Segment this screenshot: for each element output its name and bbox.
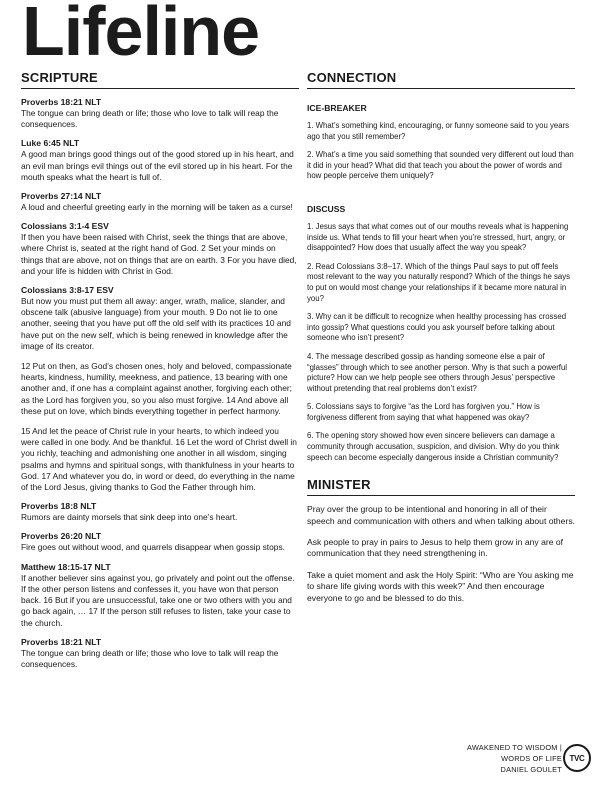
minister-heading: MINISTER — [307, 477, 575, 496]
scripture-passage: If another believer sins against you, go privately and point out the offense. If the other person listens and confesses it, you have won that person back. 16 But if you are unsuccessful, take one or two others with you and go back again, … 17 If the person still refuses to listen, take your case to the church. — [21, 572, 295, 628]
scripture-item — [21, 501, 299, 523]
scripture-item — [21, 562, 299, 629]
scripture-item — [21, 191, 299, 213]
scripture-passage: Fire goes out without wood, and quarrels disappear when gossip stops. — [21, 542, 285, 553]
scripture-item — [21, 531, 299, 553]
minister-paragraph: Pray over the group to be intentional and honoring in all of their speech and communication with others and when talking about others. — [307, 504, 576, 526]
minister-paragraph: Ask people to pray in pairs to Jesus to help them grow in any are of communication that they need strengthening in. — [307, 537, 564, 559]
scripture-reference: Proverbs 18:21 NLT — [21, 636, 102, 647]
connection-column — [307, 70, 575, 614]
discussion-question: 4. The message described gossip as handing someone else a pair of “glasses” through which to see another person. Why is that such a powerful picture? How can we help people see others through Jesus’ perspective without pretending that real problems don’t exist? — [307, 351, 568, 393]
icebreaker-question: 1. What’s something kind, encouraging, or funny someone said to you years ago that you still remember? — [307, 121, 570, 141]
scripture-passage: A loud and cheerful greeting early in the morning will be taken as a curse! — [21, 202, 293, 213]
scripture-reference: Luke 6:45 NLT — [21, 138, 80, 149]
scripture-reference: Matthew 18:15-17 NLT — [21, 561, 111, 572]
footer-speaker: DANIEL GOULET — [500, 765, 562, 774]
minister-paragraph: Take a quiet moment and ask the Holy Spirit: “Who are You asking me to share life giving words with this week?” And then encourage everyone to go and be blessed to do this. — [307, 569, 574, 603]
scripture-item — [21, 138, 299, 183]
minister-list — [307, 504, 575, 604]
footer-series: AWAKENED TO WISDOM | — [466, 743, 562, 752]
scripture-passage: 12 Put on then, as God’s chosen ones, holy and beloved, compassionate hearts, kindness, humility, meekness, and patience, 13 bearing with one another and, if one has a complaint against another, forgiving each other; as the Lord has forgiven you, so you also must forgive. 14 And above all these put on love, which binds everything together in perfect harmony. — [21, 361, 292, 416]
discuss-heading: DISCUSS — [307, 203, 346, 214]
scripture-passage: 15 And let the peace of Christ rule in your hearts, to which indeed you were called in one body. And be thankful. 16 Let the word of Christ dwell in you richly, teaching and admonishing one another in all wisdom, singing psalms and hymns and spiritual songs, with thankfulness in your hearts to God. 17 And whatever you do, in word or deed, do everything in the name of the Lord Jesus, giving thanks to God the Father through him. — [21, 426, 297, 493]
scripture-heading: SCRIPTURE — [21, 70, 299, 89]
scripture-reference: Colossians 3:1-4 ESV — [21, 221, 109, 232]
scripture-item — [21, 97, 299, 130]
scripture-list — [21, 97, 299, 670]
scripture-passage: A good man brings good things out of the good stored up in his heart, and an evil man brings evil things out of the evil stored up in his heart. For the mouth speaks what the heart is full of. — [21, 149, 294, 182]
discussion-question: 3. Why can it be difficult to recognize when healthy processing has crossed into gossip? What questions could you ask yourself before talking about someone who isn’t present? — [307, 312, 567, 343]
connection-heading: CONNECTION — [307, 70, 575, 89]
tvc-logo-icon: TVC — [563, 744, 591, 772]
scripture-passage: The tongue can bring death or life; those who love to talk will reap the consequences. — [21, 647, 279, 669]
discussion-question: 2. Read Colossians 3:8–17. Which of the things Paul says to put off feels most relevant to the way you naturally respond? Which of the things he says to put on would most change your relationships if it became more natural in you? — [307, 261, 571, 303]
discuss-list — [307, 222, 575, 463]
icebreaker-heading: ICE-BREAKER — [307, 103, 367, 113]
icebreaker-list — [307, 121, 575, 182]
scripture-item — [21, 285, 299, 493]
footer-credits — [467, 742, 562, 775]
scripture-passage: Rumors are dainty morsels that sink deep into one’s heart. — [21, 512, 238, 523]
scripture-column — [21, 70, 299, 678]
scripture-item — [21, 637, 299, 670]
scripture-item — [21, 221, 299, 277]
scripture-reference: Proverbs 18:21 NLT — [21, 97, 102, 107]
scripture-reference: Proverbs 27:14 NLT — [21, 191, 102, 202]
footer-title: WORDS OF LIFE — [501, 754, 562, 763]
icebreaker-question: 2. What’s a time you said something that sounded very different out loud than it did in your head? What did that teach you about the power of words and how people perceive them uniquely? — [307, 150, 574, 181]
scripture-reference: Colossians 3:8-17 ESV — [21, 285, 114, 296]
scripture-passage: The tongue can bring death or life; those who love to talk will reap the consequences. — [21, 108, 279, 130]
discussion-question: 1. Jesus says that what comes out of our mouths reveals what is happening inside us. What tends to fill your heart when you’re stressed, hurt, angry, or disappointed? How does that usually affect the way you speak? — [307, 221, 569, 253]
scripture-passage: If then you have been raised with Christ, seek the things that are above, where Christ is, seated at the right hand of God. 2 Set your minds on things that are above, not on things that are on earth. 3 For you have died, and your life is hidden with Christ in God. — [21, 232, 297, 276]
page-title: Lifeline — [22, 0, 260, 70]
discussion-question: 6. The opening story showed how even sincere believers can damage a community through accusation, suspicion, and division. Why do you think speech can become especially dangerous inside a Christian community? — [307, 431, 560, 462]
scripture-reference: Proverbs 26:20 NLT — [21, 531, 102, 542]
scripture-passage: But now you must put them all away: anger, wrath, malice, slander, and obscene talk (abusive language) from your mouth. 9 Do not lie to one another, seeing that you have put off the old self with its practices 10 and have put on the new self, which is being renewed in knowledge after the image of its creator. — [21, 296, 291, 351]
discussion-question: 5. Colossians says to forgive “as the Lord has forgiven you.” How is forgiveness different from saying that what happened was okay? — [307, 402, 540, 422]
scripture-reference: Proverbs 18:8 NLT — [21, 501, 97, 512]
